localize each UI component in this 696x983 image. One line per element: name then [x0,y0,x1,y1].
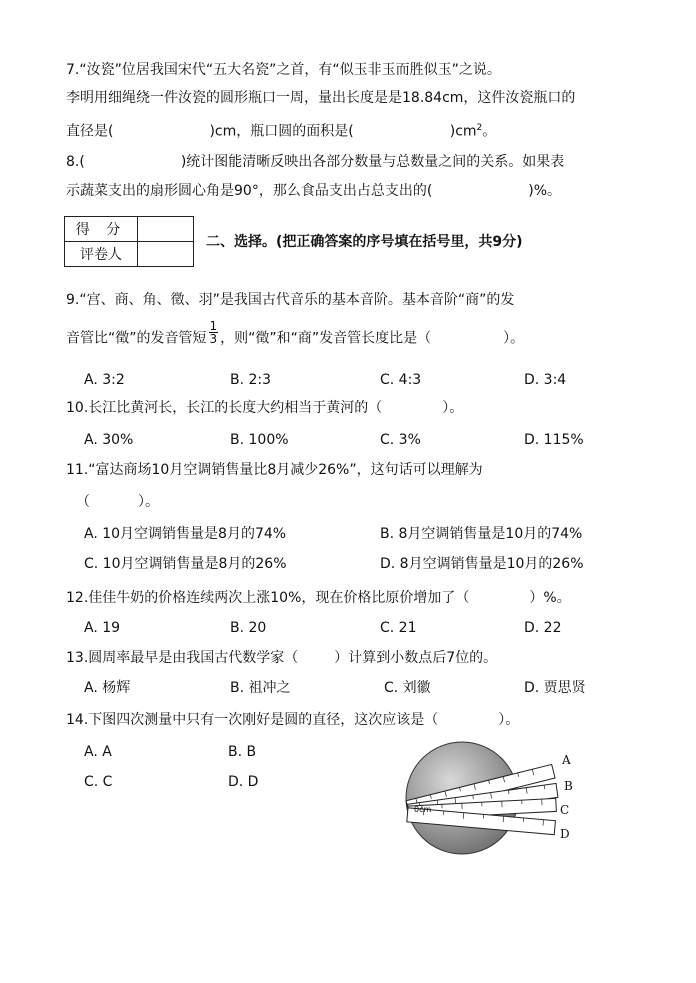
q14-figure [398,720,598,870]
q11-option-b[interactable]: B. 8月空调销售量是10月的74% [380,526,583,542]
q12-option-c[interactable]: C. 21 [380,620,417,636]
q7-line-3: 直径是( )cm，瓶口圆的面积是( )$cm^2$。 [66,123,497,140]
q10-option-b[interactable]: B. 100% [230,432,289,448]
q11-stem-1: 11.“富达商场10月空调销售量比8月减少26%”，这句话可以理解为 [66,462,483,478]
q13-option-d[interactable]: D. 贾思贤 [524,680,586,696]
q8-line-1: 8.( )统计图能清晰反映出各部分数量与总数量之间的关系。如果表 [66,154,565,170]
q10-option-d[interactable]: D. 115% [524,432,584,448]
q14-stem: 14.下图四次测量中只有一次刚好是圆的直径，这次应该是（ ）。 [66,712,520,728]
q12-stem: 12.佳佳牛奶的价格连续两次上涨10%，现在价格比原价增加了（ ）%。 [66,590,571,606]
q13-stem: 13.圆周率最早是由我国古代数学家（ ）计算到小数点后7位的。 [66,650,498,666]
q10-stem: 10.长江比黄河长，长江的长度大约相当于黄河的（ ）。 [66,400,464,416]
ruler-label-b: B [564,779,573,793]
q11-option-c[interactable]: C. 10月空调销售量是8月的26% [84,556,287,572]
q14-option-c[interactable]: C. C [84,774,113,790]
q14-option-a[interactable]: A. A [84,744,112,760]
q12-option-d[interactable]: D. 22 [524,620,562,636]
ruler-label-d: D [560,827,570,841]
q12-option-a[interactable]: A. 19 [84,620,121,636]
score-cell[interactable] [138,217,194,242]
ruler-zero-label: 0cm [414,805,432,814]
q9-line-1: 9.“宫、商、角、徵、羽”是我国古代音乐的基本音阶。基本音阶“商”的发 [66,292,515,308]
q10-option-c[interactable]: C. 3% [380,432,421,448]
score-label: 得 分 [65,217,138,242]
q7-line-1: 7.“汝瓷”位居我国宋代“五大名瓷”之首，有“似玉非玉而胜似玉”之说。 [66,62,501,78]
q11-stem-2: （ ）。 [76,494,159,510]
q9-option-b[interactable]: B. 2:3 [230,372,272,388]
q7-line-2: 李明用细绳绕一件汝瓷的圆形瓶口一周，量出长度是是18.84cm，这件汝瓷瓶口的 [66,90,576,106]
q9-fraction: $\frac{1}{3}$ [209,319,218,346]
q9-option-d[interactable]: D. 3:4 [524,372,567,388]
section-2-title: 二、选择。(把正确答案的序号填在括号里，共9分) [206,234,523,250]
q14-option-d[interactable]: D. D [228,774,259,790]
q13-option-c[interactable]: C. 刘徽 [384,680,431,696]
q8-line-2: 示蔬菜支出的扇形圆心角是90°，那么食品支出占总支出的( )%。 [66,183,562,199]
grader-cell[interactable] [138,242,194,267]
ruler-label-a: A [562,753,571,767]
q9-option-c[interactable]: C. 4:3 [380,372,422,388]
q13-option-a[interactable]: A. 杨辉 [84,680,131,696]
q10-option-a[interactable]: A. 30% [84,432,134,448]
score-box [64,216,194,267]
q9-option-a[interactable]: A. 3:2 [84,372,125,388]
q9-line-2: 音管比“徵”的发音管短 $\frac{1}{3}$ ，则“徵”和“商”发音管长度比是（ ）。 [66,319,525,347]
grader-label: 评卷人 [65,242,138,267]
q12-option-b[interactable]: B. 20 [230,620,267,636]
q14-option-b[interactable]: B. B [228,744,257,760]
q11-option-a[interactable]: A. 10月空调销售量是8月的74% [84,526,287,542]
q13-option-b[interactable]: B. 祖冲之 [230,680,291,696]
q11-option-d[interactable]: D. 8月空调销售量是10月的26% [380,556,584,572]
ruler-label-c: C [560,803,570,817]
